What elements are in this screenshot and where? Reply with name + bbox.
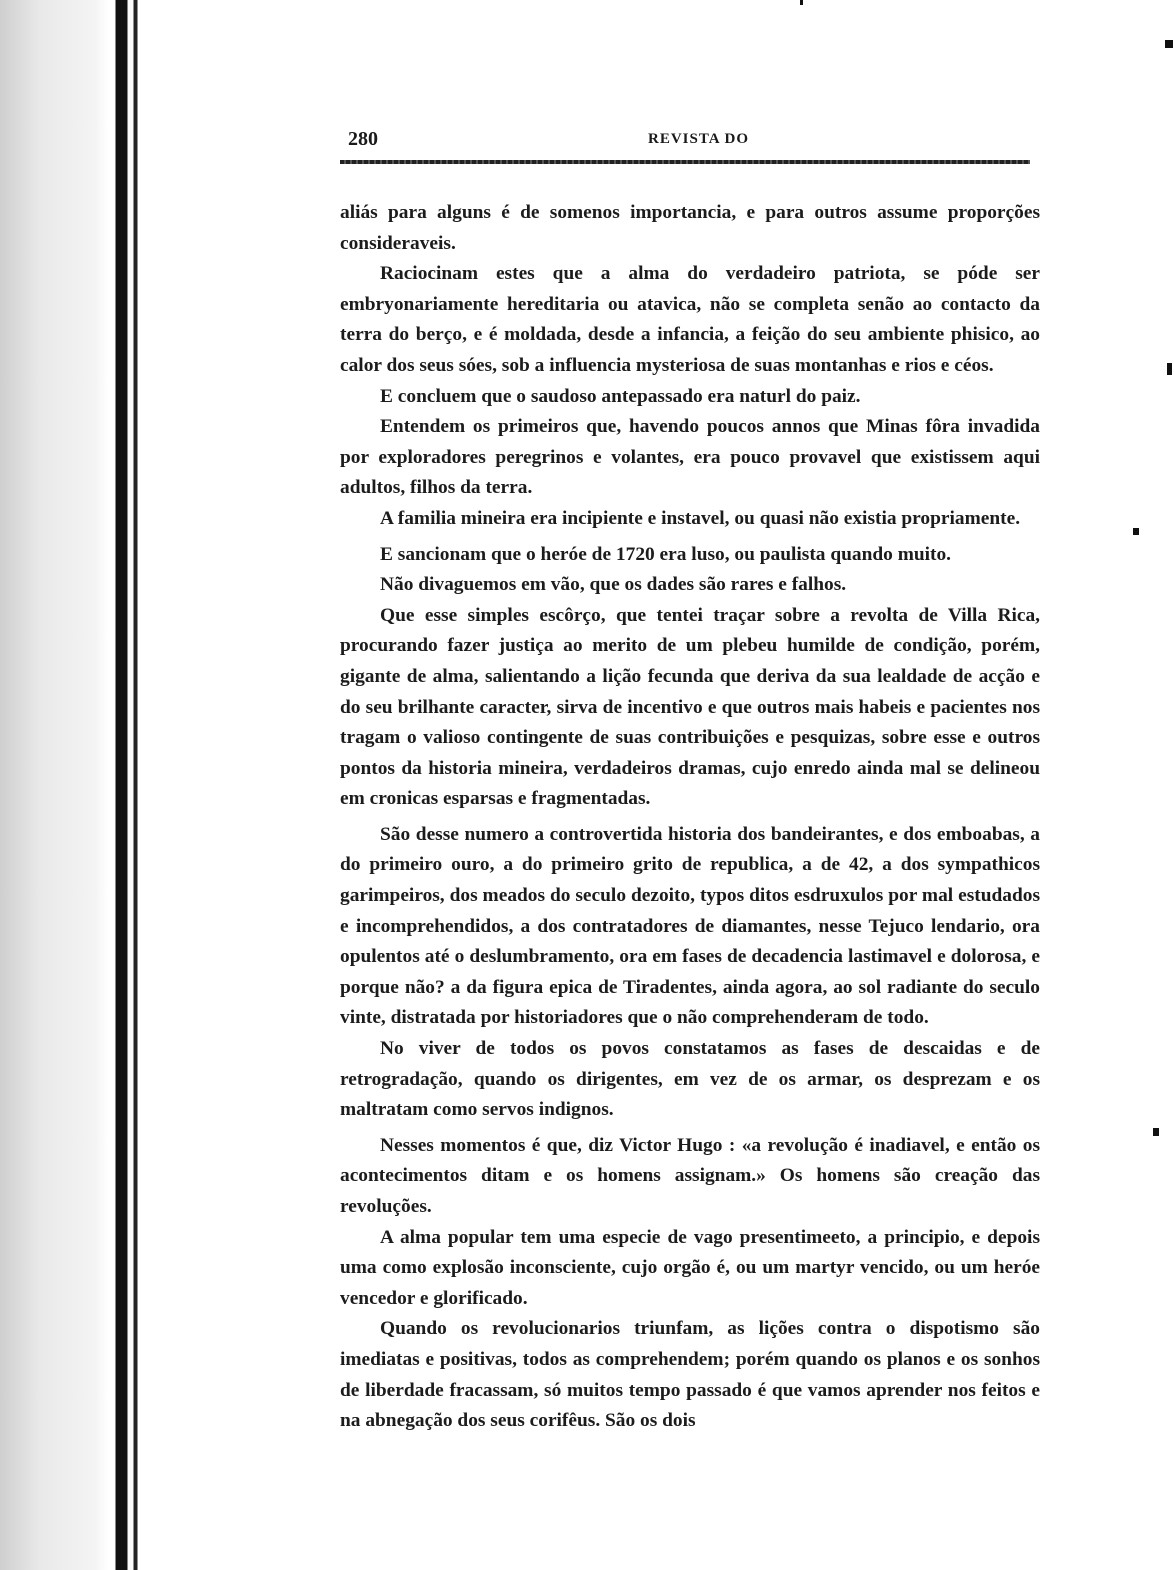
- paragraph: E concluem que o saudoso antepassado era naturl do paiz.: [380, 385, 861, 407]
- book-binding-shadow: [0, 0, 150, 1570]
- ink-speck: [1167, 363, 1172, 375]
- ink-speck: [800, 0, 803, 5]
- paragraph: Nesses momentos é que, diz Victor Hugo : «a revolução é inadiavel, e então os acontecimentos ditam e os homens assignam.» Os homens são creação das revoluções.: [340, 1134, 1040, 1217]
- ink-speck: [1133, 528, 1139, 535]
- paragraph: Não divaguemos em vão, que os dades são rares e falhos.: [380, 574, 847, 596]
- paragraph: Raciocinam estes que a alma do verdadeiro patriota, se póde ser embryonariamente hereditaria ou atavica, não se completa senão ao contacto da terra do berço, e é moldada, desde a infancia, a feição do seu ambiente phisico, ao calor dos seus sóes, sob a influencia mysteriosa de suas montanhas e rios e céos.: [340, 263, 1040, 376]
- page-number: 280: [348, 128, 378, 150]
- paragraph: A alma popular tem uma especie de vago presentimeeto, a principio, e depois uma como explosão inconsciente, cujo orgão é, ou um martyr vencido, ou um heróe vencedor e glorificado.: [340, 1226, 1040, 1309]
- ink-speck: [1153, 1128, 1159, 1136]
- paragraph: A familia mineira era incipiente e instavel, ou quasi não existia propriamente.: [380, 507, 1021, 529]
- paragraph: No viver de todos os povos constatamos as fases de descaidas e de retrogradação, quando os dirigentes, em vez de os armar, os desprezam e os maltratam como servos indignos.: [340, 1038, 1040, 1121]
- header-rule: [340, 160, 1030, 164]
- paragraph: E sancionam que o heróe de 1720 era luso, ou paulista quando muito.: [380, 543, 952, 565]
- page-header: [340, 118, 1040, 162]
- ink-speck: [1165, 40, 1173, 48]
- paragraph: aliás para alguns é de somenos importancia, e para outros assume proporções consideraveis.: [340, 202, 1040, 254]
- paragraph: Quando os revolucionarios triunfam, as lições contra o dispotismo são imediatas e positivas, todos as comprehendem; porém quando os planos e os sonhos de liberdade fracassam, só muitos tempo passado é que vamos aprender nos feitos e na abnegação dos seus corifêus. São os dois: [340, 1318, 1040, 1432]
- body-text: [340, 198, 1040, 1437]
- book-page: [340, 118, 1040, 1437]
- paragraph: Entendem os primeiros que, havendo poucos annos que Minas fôra invadida por exploradores peregrinos e volantes, era pouco provavel que existissem aqui adultos, filhos da terra.: [340, 416, 1040, 499]
- paragraph: São desse numero a controvertida historia dos bandeirantes, e dos emboabas, a do primeiro ouro, a do primeiro grito de republica, a de 42, a dos sympathicos garimpeiros, dos meados do seculo dezoito, typos ditos esdruxulos por mal estudados e incomprehendidos, a dos contratadores de diamantes, nesse Tejuco lendario, ora opulentos até o deslumbramento, ora em fases de decadencia lastimavel e dolorosa, e porque não? a da figura epica de Tiradentes, ainda agora, ao sol radiante do seculo vinte, distratada por historiadores que o não comprehenderam de todo.: [340, 823, 1040, 1029]
- running-title: REVISTA DO: [648, 131, 749, 147]
- paragraph: Que esse simples escôrço, que tentei traçar sobre a revolta de Villa Rica, procurando fazer justiça ao merito de um plebeu humilde de condição, porém, gigante de alma, salientando a lição fecunda que deriva da sua lealdade de acção e do seu brilhante caracter, sirva de incentivo e que outros mais habeis e pacientes nos tragam o valioso contingente de suas contribuições e pesquizas, sobre esse e outros pontos da historia mineira, verdadeiros dramas, cujo enredo ainda mal se delineou em cronicas esparsas e fragmentadas.: [340, 604, 1040, 810]
